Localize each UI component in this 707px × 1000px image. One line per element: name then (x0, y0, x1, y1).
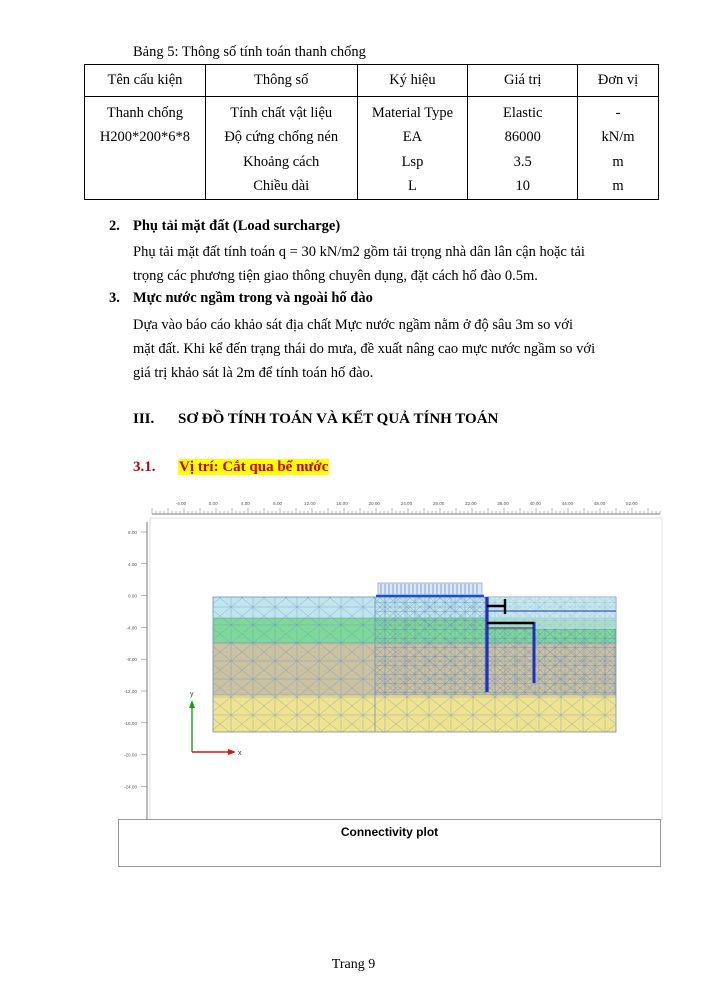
table-row (85, 175, 659, 200)
x-tick-label: -4.00 (175, 501, 187, 506)
paragraph-line: Phụ tải mặt đất tính toán q = 30 kN/m2 gồm tải trọng nhà dân lân cận hoặc tải (133, 244, 585, 260)
axis-y-label: y (190, 691, 194, 698)
page-number: Trang 9 (331, 957, 376, 972)
section-2-title: Phụ tải mặt đất (Load surcharge) (133, 218, 341, 234)
x-tick-label: 8.00 (273, 501, 283, 506)
table-row (85, 126, 659, 151)
plot-caption-box (118, 819, 661, 867)
x-tick-label: 0.00 (208, 501, 218, 506)
x-tick-label: 24.00 (400, 501, 413, 506)
y-tick-label: 4.00 (128, 561, 137, 567)
table-cell: m (578, 150, 659, 175)
table-cell: Material Type (357, 97, 468, 126)
chapter-title: SƠ ĐỒ TÍNH TOÁN VÀ KẾT QUẢ TÍNH TOÁN (178, 411, 499, 427)
y-tick-label: 0.00 (128, 593, 137, 599)
section-2-number: 2. (109, 218, 120, 234)
table-cell (85, 150, 206, 175)
connectivity-plot (0, 490, 707, 830)
x-tick-label: 16.00 (336, 501, 348, 506)
paragraph-line: giá trị khảo sát là 2m để tính toán hố đào. (133, 365, 374, 381)
table-cell: L (357, 175, 468, 200)
x-tick-label: 4.00 (240, 501, 250, 506)
x-tick-label: 40.00 (529, 501, 541, 506)
table-cell: H200*200*6*8 (85, 126, 206, 151)
table-cell (85, 175, 206, 200)
section-3-number: 3. (109, 290, 120, 306)
subsection-heading (133, 459, 329, 476)
header-parameter: Thông số (205, 65, 357, 97)
connectivity-plot-figure (0, 490, 707, 830)
y-tick-label: -4.00 (126, 625, 137, 631)
x-tick-label: 12.00 (304, 501, 316, 506)
y-tick-label: -8.00 (126, 657, 137, 663)
ruler-minor-ticks (152, 508, 660, 514)
paragraph-line: Dựa vào báo cáo khảo sát địa chất Mực nước ngầm nằm ở độ sâu 3m so với (133, 317, 573, 333)
header-component: Tên cấu kiện (85, 65, 206, 97)
y-tick-label: -24.00 (123, 784, 137, 790)
table-cell: Elastic (468, 97, 578, 126)
surcharge-load (376, 583, 484, 596)
table-cell: kN/m (578, 126, 659, 151)
subsection-number: 3.1. (133, 459, 156, 475)
table-cell: Tính chất vật liệu (205, 97, 357, 126)
x-tick-label: 20.00 (368, 501, 380, 506)
table-cell: Lsp (357, 150, 468, 175)
table-cell: - (578, 97, 659, 126)
table-header-row (85, 65, 659, 97)
axis-x-label: x (238, 750, 242, 757)
header-symbol: Ký hiệu (357, 65, 468, 97)
x-tick-label: 32.00 (465, 501, 477, 506)
chapter-number: III. (133, 411, 155, 427)
surcharge-block (378, 583, 482, 595)
x-tick-label: 36.00 (497, 501, 509, 506)
table-cell: Thanh chống (85, 97, 206, 126)
section-2-paragraph (133, 240, 668, 288)
y-tick-label: -20.00 (123, 752, 137, 758)
top-ruler (152, 501, 660, 514)
x-tick-label: 52.00 (626, 501, 638, 506)
paragraph-line: trọng các phương tiện giao thông chuyên dụng, đặt cách hố đào 0.5m. (133, 268, 538, 284)
plot-caption: Connectivity plot (340, 825, 439, 839)
header-value: Giá trị (468, 65, 578, 97)
x-tick-labels (176, 501, 638, 506)
header-unit: Đơn vị (578, 65, 659, 97)
y-tick-label: -16.00 (123, 720, 137, 726)
section-3-title: Mực nước ngầm trong và ngoài hố đào (133, 290, 373, 306)
table-row (85, 97, 659, 126)
subsection-title: Vị trí: Cắt qua bể nước (179, 459, 329, 475)
table-cell: Chiều dài (205, 175, 357, 200)
y-tick-label: 8.00 (128, 530, 137, 535)
paragraph-line: mặt đất. Khi kể đến trạng thái do mưa, đề xuất nâng cao mực nước ngầm so với (133, 341, 596, 357)
table-cell: Khoảng cách (205, 150, 357, 175)
y-tick-labels (124, 530, 147, 789)
table-caption: Bảng 5: Thông số tính toán thanh chống (133, 44, 366, 60)
table-cell: Độ cứng chống nén (205, 126, 357, 151)
table-cell: 86000 (468, 126, 578, 151)
table-cell: 10 (468, 175, 578, 200)
table-row (85, 150, 659, 175)
table-cell: EA (357, 126, 468, 151)
table-cell: m (578, 175, 659, 200)
x-tick-label: 44.00 (561, 501, 574, 506)
left-ruler (124, 522, 147, 820)
chapter-heading (133, 411, 498, 428)
excavation-zone (487, 597, 616, 629)
section-2-heading (109, 218, 340, 235)
table-cell: 3.5 (468, 150, 578, 175)
y-tick-label: -12.00 (123, 689, 137, 694)
x-tick-label: 28.00 (432, 501, 445, 506)
section-3-paragraph (133, 313, 668, 385)
strut-parameter-table (84, 64, 659, 200)
section-3-heading (109, 290, 373, 307)
x-tick-label: 48.00 (593, 501, 606, 506)
